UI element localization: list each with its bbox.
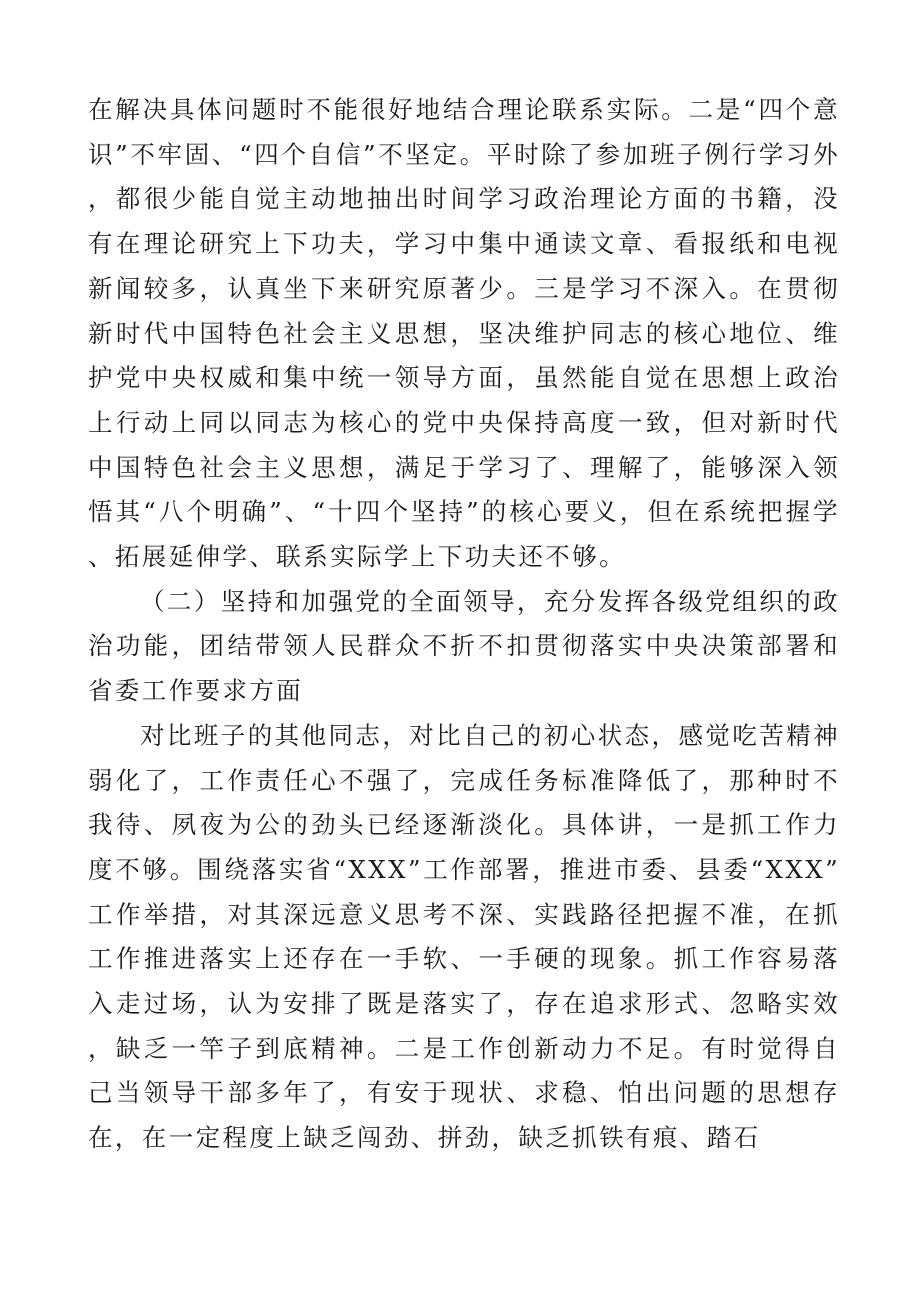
document-page — [88, 88, 840, 1161]
body-paragraph-2: 对比班子的其他同志，对比自己的初心状态，感觉吃苦精神弱化了，工作责任心不强了，完成任务标准降低了，那种时不我待、夙夜为公的劲头已经逐渐淡化。具体讲，一是抓工作力度不够。围绕落实省“XXX”工作部署，推进市委、县委“XXX”工作举措，对其深远意义思考不深、实践路径把握不准，在抓工作推进落实上还存在一手软、一手硬的现象。抓工作容易落入走过场，认为安排了既是落实了，存在追求形式、忽略实效，缺乏一竿子到底精神。二是工作创新动力不足。有时觉得自己当领导干部多年了，有安于现状、求稳、怕出问题的思想存在，在一定程度上缺乏闯劲、拼劲，缺乏抓铁有痕、踏石 — [88, 720, 840, 1153]
section-heading-2: （二）坚持和加强党的全面领导，充分发挥各级党组织的政治功能，团结带领人民群众不折不扣贯彻落实中央决策部署和省委工作要求方面 — [88, 586, 840, 706]
body-paragraph-1: 在解决具体问题时不能很好地结合理论联系实际。二是“四个意识”不牢固、“四个自信”不坚定。平时除了参加班子例行学习外，都很少能自觉主动地抽出时间学习政治理论方面的书籍，没有在理论研究上下功夫，学习中集中通读文章、看报纸和电视新闻较多，认真坐下来研究原著少。三是学习不深入。在贯彻新时代中国特色社会主义思想，坚决维护同志的核心地位、维护党中央权威和集中统一领导方面，虽然能自觉在思想上政治上行动上同以同志为核心的党中央保持高度一致，但对新时代中国特色社会主义思想，满足于学习了、理解了，能够深入领悟其“八个明确”、“十四个坚持”的核心要义，但在系统把握学、拓展延伸学、联系实际学上下功夫还不够。 — [88, 95, 840, 572]
